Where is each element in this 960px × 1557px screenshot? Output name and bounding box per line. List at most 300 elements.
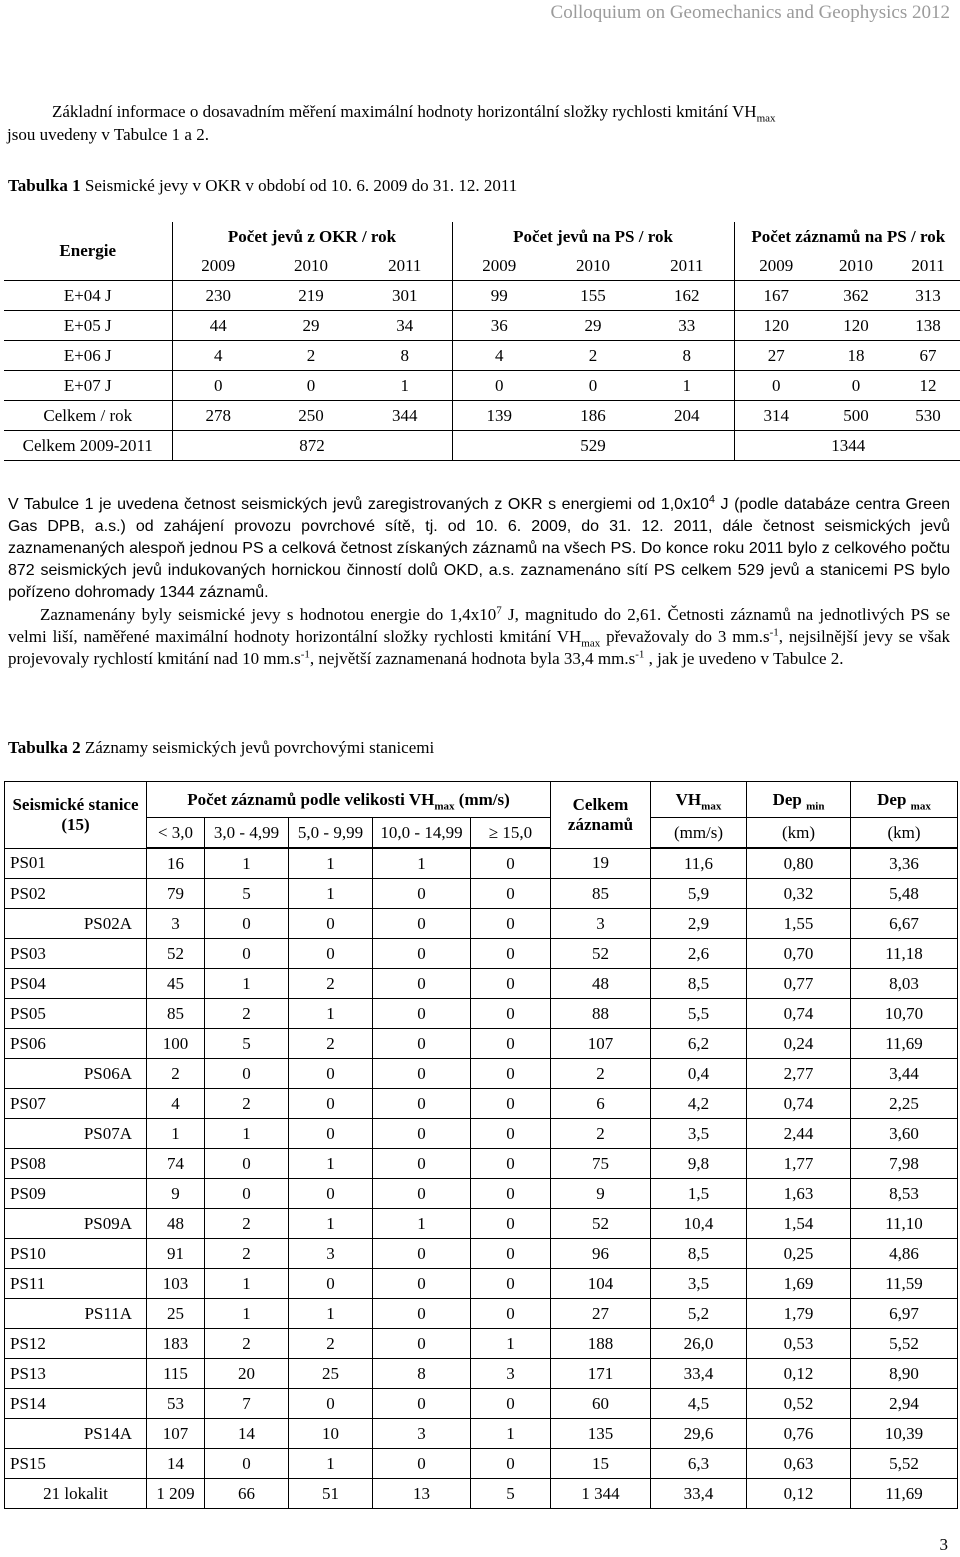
table2-cell: 1 — [205, 848, 289, 879]
table2-cell: 0 — [471, 969, 551, 999]
table2-cell: 4,86 — [851, 1239, 958, 1269]
table2-cell: 2 — [289, 969, 373, 999]
table2-cell: 0 — [205, 909, 289, 939]
table-row-total — [5, 1479, 958, 1509]
table2-cell: 0 — [205, 939, 289, 969]
table1-row-label: E+07 J — [4, 371, 172, 401]
table1-total-cell: 529 — [452, 431, 734, 461]
table2-header-depmax-sub: max — [910, 799, 931, 812]
table2-cell: 3,60 — [851, 1119, 958, 1149]
table1-year-header: 2011 — [358, 251, 452, 281]
table1-cell: 0 — [172, 371, 264, 401]
table2-cell: 16 — [147, 848, 205, 879]
table2-cell: 107 — [147, 1419, 205, 1449]
body-p2-sup: 7 — [496, 604, 502, 617]
table1-cell: 530 — [894, 401, 960, 431]
table2-cell: 2,94 — [851, 1389, 958, 1419]
station-name: PS11 — [5, 1269, 147, 1299]
table2-cell: 19 — [551, 848, 651, 879]
table2-cell: 2,25 — [851, 1089, 958, 1119]
table2-cell: 10,39 — [851, 1419, 958, 1449]
table2-cell: 0,12 — [747, 1359, 851, 1389]
table1-cell: 36 — [452, 311, 546, 341]
table2-cell: 5,48 — [851, 879, 958, 909]
table2-cell: 5 — [205, 1029, 289, 1059]
table2-cell: 9 — [551, 1179, 651, 1209]
table2-cell: 0 — [373, 1029, 471, 1059]
table2-cell: 2,9 — [651, 909, 747, 939]
table2-cell: 0,12 — [747, 1479, 851, 1509]
table2-cell: 45 — [147, 969, 205, 999]
body-p2-sup: -1 — [635, 648, 645, 661]
table2-header-vh-sub: max — [701, 799, 722, 812]
table-row — [5, 1089, 958, 1119]
station-name: PS12 — [5, 1329, 147, 1359]
table2-cell: 1 — [205, 969, 289, 999]
body-p2-text: převažovaly do 3 mm.s — [600, 627, 770, 646]
table1-cell: 8 — [358, 341, 452, 371]
table2-cell: 2 — [147, 1059, 205, 1089]
table2-cell: 11,69 — [851, 1029, 958, 1059]
station-name: PS15 — [5, 1449, 147, 1479]
table2-cell: 3 — [373, 1419, 471, 1449]
station-name: PS07A — [5, 1119, 147, 1149]
table1-cell: 500 — [818, 401, 894, 431]
table-row — [4, 311, 960, 341]
body-text — [8, 494, 950, 670]
table2-cell: 14 — [147, 1449, 205, 1479]
table1-cell: 219 — [264, 281, 358, 311]
table2-cell: 1 — [373, 848, 471, 879]
table2-cell: 33,4 — [651, 1359, 747, 1389]
table2-cell: 7,98 — [851, 1149, 958, 1179]
table1-corner: Energie — [4, 222, 172, 281]
table1-cell: 162 — [640, 281, 734, 311]
table1-cell: 362 — [818, 281, 894, 311]
table2-cell: 33,4 — [651, 1479, 747, 1509]
table1-cell: 344 — [358, 401, 452, 431]
table-row — [5, 1389, 958, 1419]
body-p2-text: , nejsilnější jevy se však projevovaly rychlostí kmitání nad 10 mm.s — [8, 627, 950, 668]
table-row — [5, 1419, 958, 1449]
table2-cell: 1 — [289, 879, 373, 909]
table1-cell: 44 — [172, 311, 264, 341]
station-name: PS04 — [5, 969, 147, 999]
table2-header-depmax-text: Dep — [877, 789, 907, 809]
table-row — [4, 341, 960, 371]
table2-cell: 2 — [551, 1119, 651, 1149]
table1-cell: 29 — [264, 311, 358, 341]
table2-cell: 1 — [289, 1299, 373, 1329]
station-name: PS09A — [5, 1209, 147, 1239]
body-p2-text: , jak je uvedeno v Tabulce 2. — [644, 649, 844, 668]
table1-cell: 120 — [734, 311, 818, 341]
table2-header-counts — [147, 782, 551, 818]
table1-cell: 0 — [264, 371, 358, 401]
table2-cell: 26,0 — [651, 1329, 747, 1359]
table-row — [4, 371, 960, 401]
table-row — [5, 939, 958, 969]
table2-cell: 0 — [289, 1389, 373, 1419]
table2-cell: 0,25 — [747, 1239, 851, 1269]
station-name: PS11A — [5, 1299, 147, 1329]
station-name: PS09 — [5, 1179, 147, 1209]
body-p2-text: J, magnitudo do 2,61. Četnosti záznamů na jednotlivých PS se velmi liší, naměřené maximální hodnoty horizontální složky rychlosti kmitání VH — [8, 605, 950, 646]
table2-cell: 100 — [147, 1029, 205, 1059]
table1-total-label: Celkem 2009-2011 — [4, 431, 172, 461]
table2-cell: 1 — [471, 1419, 551, 1449]
table1-row-label: Celkem / rok — [4, 401, 172, 431]
table1-row-label: E+06 J — [4, 341, 172, 371]
station-name: PS06A — [5, 1059, 147, 1089]
table2-cell: 2,77 — [747, 1059, 851, 1089]
table2-cell: 2 — [205, 1329, 289, 1359]
table2-header-counts-text: Počet záznamů podle velikosti VH — [187, 789, 435, 809]
table2-cell: 5,52 — [851, 1449, 958, 1479]
table2-header-counts-sub: max — [434, 799, 455, 812]
table2-cell: 3 — [471, 1359, 551, 1389]
table1-cell: 155 — [546, 281, 640, 311]
table2-cell: 1 — [205, 1299, 289, 1329]
table2-cell: 115 — [147, 1359, 205, 1389]
table2-cell: 9,8 — [651, 1149, 747, 1179]
table1-year-header: 2009 — [172, 251, 264, 281]
table2-cell: 0,74 — [747, 1089, 851, 1119]
table2-cell: 0,53 — [747, 1329, 851, 1359]
table2-cell: 0 — [205, 1149, 289, 1179]
table2-cell: 8,5 — [651, 969, 747, 999]
table1-cell: 230 — [172, 281, 264, 311]
table2-cell: 3 — [147, 909, 205, 939]
table2-header-vh-text: VH — [675, 789, 702, 809]
table2-cell: 0 — [373, 1119, 471, 1149]
table2-cell: 0 — [471, 1299, 551, 1329]
table2-header-vh — [651, 782, 747, 818]
station-name: PS07 — [5, 1089, 147, 1119]
table2-cell: 11,10 — [851, 1209, 958, 1239]
body-p2-text: , největší zaznamenaná hodnota byla 33,4 mm.s — [309, 649, 636, 668]
table2-cell: 1,69 — [747, 1269, 851, 1299]
table2-header-depmax-unit: (km) — [851, 818, 958, 849]
table1-row-label: E+05 J — [4, 311, 172, 341]
table2-cell: 85 — [147, 999, 205, 1029]
table2-cell: 75 — [551, 1149, 651, 1179]
table2-cell: 4,2 — [651, 1089, 747, 1119]
table2-header-depmin-text: Dep — [772, 789, 802, 809]
table2-cell: 0 — [471, 1149, 551, 1179]
table2-cell: 1 — [373, 1209, 471, 1239]
table2-cell: 1 — [471, 1329, 551, 1359]
table2-cell: 1 — [289, 1449, 373, 1479]
table2-caption-label: Tabulka 2 — [8, 738, 81, 757]
table2-cell: 8 — [373, 1359, 471, 1389]
table2-cell: 0 — [373, 939, 471, 969]
table-row — [5, 1149, 958, 1179]
table1-cell: 204 — [640, 401, 734, 431]
table2-cell: 0,77 — [747, 969, 851, 999]
table2-cell: 0 — [373, 909, 471, 939]
table2-cell: 0 — [205, 1449, 289, 1479]
table2-cell: 8,5 — [651, 1239, 747, 1269]
table2-cell: 5,52 — [851, 1329, 958, 1359]
table2-cell: 2 — [551, 1059, 651, 1089]
table1-cell: 167 — [734, 281, 818, 311]
table1-group-header: Počet jevů na PS / rok — [452, 222, 734, 251]
table1-year-header: 2011 — [894, 251, 960, 281]
table2-cell: 0 — [289, 909, 373, 939]
table2-cell: 52 — [551, 939, 651, 969]
table2-cell: 0 — [471, 1089, 551, 1119]
table1-year-header: 2011 — [640, 251, 734, 281]
table2-cell: 0 — [471, 848, 551, 879]
table2-cell: 11,69 — [851, 1479, 958, 1509]
table2-cell: 6,97 — [851, 1299, 958, 1329]
table2-cell: 0 — [373, 1149, 471, 1179]
table2-cell: 0 — [373, 1299, 471, 1329]
table1-cell: 4 — [172, 341, 264, 371]
table2-cell: 0 — [471, 1449, 551, 1479]
intro-paragraph — [7, 100, 942, 144]
table2-cell: 0 — [373, 999, 471, 1029]
table2-cell: 25 — [289, 1359, 373, 1389]
table2-cell: 8,03 — [851, 969, 958, 999]
table1-cell: 1 — [640, 371, 734, 401]
table2-cell: 85 — [551, 879, 651, 909]
body-p1-text: J (podle databáze centra Green Gas DPB, a.s.) od zahájení provozu povrchové sítě, tj. od 10. 6. 2009, do 31. 12. 2011, dále četnost seismických jevů zaznamenaných alespoň jednou PS a celková četnost získaných záznamů na všech PS. Do konce roku 2011 bylo z celkového počtu 872 seismických jevů indukovaných hornickou činností dolů OKD, a.s. zaznamenáno sítí PS celkem 529 jevů a stanicemi PS bylo pořízeno dohromady 1344 záznamů. — [8, 496, 951, 601]
table2-cell: 14 — [205, 1419, 289, 1449]
intro-line1-sub: max — [756, 112, 776, 125]
table-row — [5, 848, 958, 879]
table2-cell: 0 — [373, 1389, 471, 1419]
table2-cell: 6 — [551, 1089, 651, 1119]
table-row — [5, 909, 958, 939]
table1-year-header: 2010 — [546, 251, 640, 281]
table1-cell: 12 — [894, 371, 960, 401]
table-row — [5, 1329, 958, 1359]
table2-cell: 1,54 — [747, 1209, 851, 1239]
table2-cell: 53 — [147, 1389, 205, 1419]
table2-cell: 6,2 — [651, 1029, 747, 1059]
table2-cell: 11,18 — [851, 939, 958, 969]
table-row — [5, 1239, 958, 1269]
table2-cell: 5,5 — [651, 999, 747, 1029]
table2-cell: 88 — [551, 999, 651, 1029]
body-p2-sup: -1 — [300, 648, 310, 661]
table2-header-depmin — [747, 782, 851, 818]
table1-year-header: 2009 — [734, 251, 818, 281]
table2-cell: 0 — [471, 1029, 551, 1059]
table1-cell: 8 — [640, 341, 734, 371]
table2-cell: 5 — [471, 1479, 551, 1509]
table2-cell: 0 — [289, 1089, 373, 1119]
table2-cell: 1 — [289, 999, 373, 1029]
table1-group-header: Počet záznamů na PS / rok — [734, 222, 960, 251]
table2-bin-header: < 3,0 — [147, 818, 205, 849]
table-row — [4, 401, 960, 431]
table1-cell: 29 — [546, 311, 640, 341]
table2-cell: 0 — [471, 1119, 551, 1149]
table2-cell: 183 — [147, 1329, 205, 1359]
table2-cell: 0,52 — [747, 1389, 851, 1419]
table1-cell: 313 — [894, 281, 960, 311]
body-p2-sup: -1 — [769, 626, 779, 639]
table2-cell: 60 — [551, 1389, 651, 1419]
table2-cell: 48 — [551, 969, 651, 999]
table2-cell: 2 — [289, 1029, 373, 1059]
table2-cell: 0 — [373, 1269, 471, 1299]
table2-header-counts-unit: (mm/s) — [454, 789, 510, 809]
table-row-total — [4, 431, 960, 461]
table2-cell: 2 — [205, 1239, 289, 1269]
table-row — [5, 1059, 958, 1089]
table2-cell: 0 — [289, 939, 373, 969]
table1-year-header: 2010 — [818, 251, 894, 281]
table2-cell: 0 — [289, 1179, 373, 1209]
table2-cell: 66 — [205, 1479, 289, 1509]
table2-cell: 3,44 — [851, 1059, 958, 1089]
table2-cell: 27 — [551, 1299, 651, 1329]
table2-cell: 96 — [551, 1239, 651, 1269]
table1-cell: 0 — [452, 371, 546, 401]
table-row — [5, 1449, 958, 1479]
table2-cell: 3,5 — [651, 1119, 747, 1149]
table2-bin-header: 5,0 - 9,99 — [289, 818, 373, 849]
table2-cell: 0 — [471, 999, 551, 1029]
table2-cell: 0 — [373, 1449, 471, 1479]
table2-cell: 0 — [471, 1269, 551, 1299]
table2-cell: 0 — [205, 1059, 289, 1089]
table2-cell: 103 — [147, 1269, 205, 1299]
table2-cell: 1 344 — [551, 1479, 651, 1509]
body-p2-sub: max — [581, 637, 601, 650]
table1-cell: 186 — [546, 401, 640, 431]
table2-header-station: Seismické stanice (15) — [5, 782, 147, 849]
table-row — [5, 1119, 958, 1149]
station-name: PS02A — [5, 909, 147, 939]
table1-cell: 67 — [894, 341, 960, 371]
table1-total-cell: 872 — [172, 431, 452, 461]
table2-cell: 0 — [289, 1269, 373, 1299]
table2-cell: 3,36 — [851, 848, 958, 879]
table2-header-depmax — [851, 782, 958, 818]
table1-row-label: E+04 J — [4, 281, 172, 311]
table-row — [5, 1209, 958, 1239]
table1-total-cell: 1344 — [734, 431, 960, 461]
table2-cell: 0 — [471, 1059, 551, 1089]
table1-cell: 99 — [452, 281, 546, 311]
table2-header-depmin-unit: (km) — [747, 818, 851, 849]
table2-cell: 5 — [205, 879, 289, 909]
table1-cell: 0 — [818, 371, 894, 401]
table2-cell: 188 — [551, 1329, 651, 1359]
table1-group-header: Počet jevů z OKR / rok — [172, 222, 452, 251]
table2-cell: 104 — [551, 1269, 651, 1299]
table1 — [4, 222, 960, 461]
table2-cell: 0 — [373, 879, 471, 909]
table2-cell: 1,55 — [747, 909, 851, 939]
body-p1-sup: 4 — [708, 493, 715, 506]
table2-cell: 0 — [471, 879, 551, 909]
table-row — [5, 1029, 958, 1059]
table2-cell: 4 — [147, 1089, 205, 1119]
table2-cell: 0 — [289, 1059, 373, 1089]
table2-cell: 25 — [147, 1299, 205, 1329]
table2-cell: 2,6 — [651, 939, 747, 969]
table2-cell: 10 — [289, 1419, 373, 1449]
table2-cell: 0 — [471, 909, 551, 939]
station-name: PS01 — [5, 848, 147, 879]
table-row — [5, 879, 958, 909]
table2-cell: 79 — [147, 879, 205, 909]
table-row — [5, 969, 958, 999]
table1-cell: 138 — [894, 311, 960, 341]
table2 — [4, 781, 958, 1509]
table2-cell: 1 209 — [147, 1479, 205, 1509]
table2-cell: 0,63 — [747, 1449, 851, 1479]
table2-cell: 1 — [205, 1269, 289, 1299]
table2-cell: 0,70 — [747, 939, 851, 969]
table1-cell: 18 — [818, 341, 894, 371]
table2-cell: 51 — [289, 1479, 373, 1509]
table2-cell: 8,53 — [851, 1179, 958, 1209]
table2-cell: 0 — [373, 1329, 471, 1359]
table2-cell: 0 — [471, 1209, 551, 1239]
body-paragraph-2 — [8, 604, 950, 670]
table2-cell: 135 — [551, 1419, 651, 1449]
table2-cell: 0,76 — [747, 1419, 851, 1449]
table-row — [5, 1179, 958, 1209]
table-row — [4, 281, 960, 311]
table2-cell: 2 — [205, 1209, 289, 1239]
table2-cell: 107 — [551, 1029, 651, 1059]
table1-cell: 314 — [734, 401, 818, 431]
table2-cell: 15 — [551, 1449, 651, 1479]
table2-bin-header: 3,0 - 4,99 — [205, 818, 289, 849]
table2-header-depmin-sub: min — [806, 799, 825, 812]
body-paragraph-1 — [8, 494, 950, 604]
table2-cell: 52 — [551, 1209, 651, 1239]
table2-cell: 5,2 — [651, 1299, 747, 1329]
table1-cell: 27 — [734, 341, 818, 371]
station-name: PS02 — [5, 879, 147, 909]
table1-cell: 0 — [546, 371, 640, 401]
table2-cell: 5,9 — [651, 879, 747, 909]
table2-cell: 0 — [373, 969, 471, 999]
table2-cell: 0 — [373, 1179, 471, 1209]
table2-header-total: Celkem záznamů — [551, 782, 651, 849]
body-p2-text: Zaznamenány byly seismické jevy s hodnotou energie do 1,4x10 — [40, 605, 497, 624]
table2-cell: 2 — [205, 999, 289, 1029]
station-name: PS03 — [5, 939, 147, 969]
table1-year-header: 2010 — [264, 251, 358, 281]
table1-cell: 250 — [264, 401, 358, 431]
table2-cell: 29,6 — [651, 1419, 747, 1449]
station-name: PS05 — [5, 999, 147, 1029]
table2-cell: 2 — [205, 1089, 289, 1119]
table2-cell: 0 — [205, 1179, 289, 1209]
intro-line2: jsou uvedeny v Tabulce 1 a 2. — [7, 125, 209, 144]
table2-cell: 11,59 — [851, 1269, 958, 1299]
table2-cell: 0 — [471, 1389, 551, 1419]
table2-cell: 1,79 — [747, 1299, 851, 1329]
table2-cell: 1,5 — [651, 1179, 747, 1209]
table2-cell: 171 — [551, 1359, 651, 1389]
table2-cell: 0 — [373, 1089, 471, 1119]
table2-cell: 20 — [205, 1359, 289, 1389]
table2-cell: 1 — [147, 1119, 205, 1149]
table2-cell: 1 — [289, 1149, 373, 1179]
table2-cell: 0 — [373, 1059, 471, 1089]
